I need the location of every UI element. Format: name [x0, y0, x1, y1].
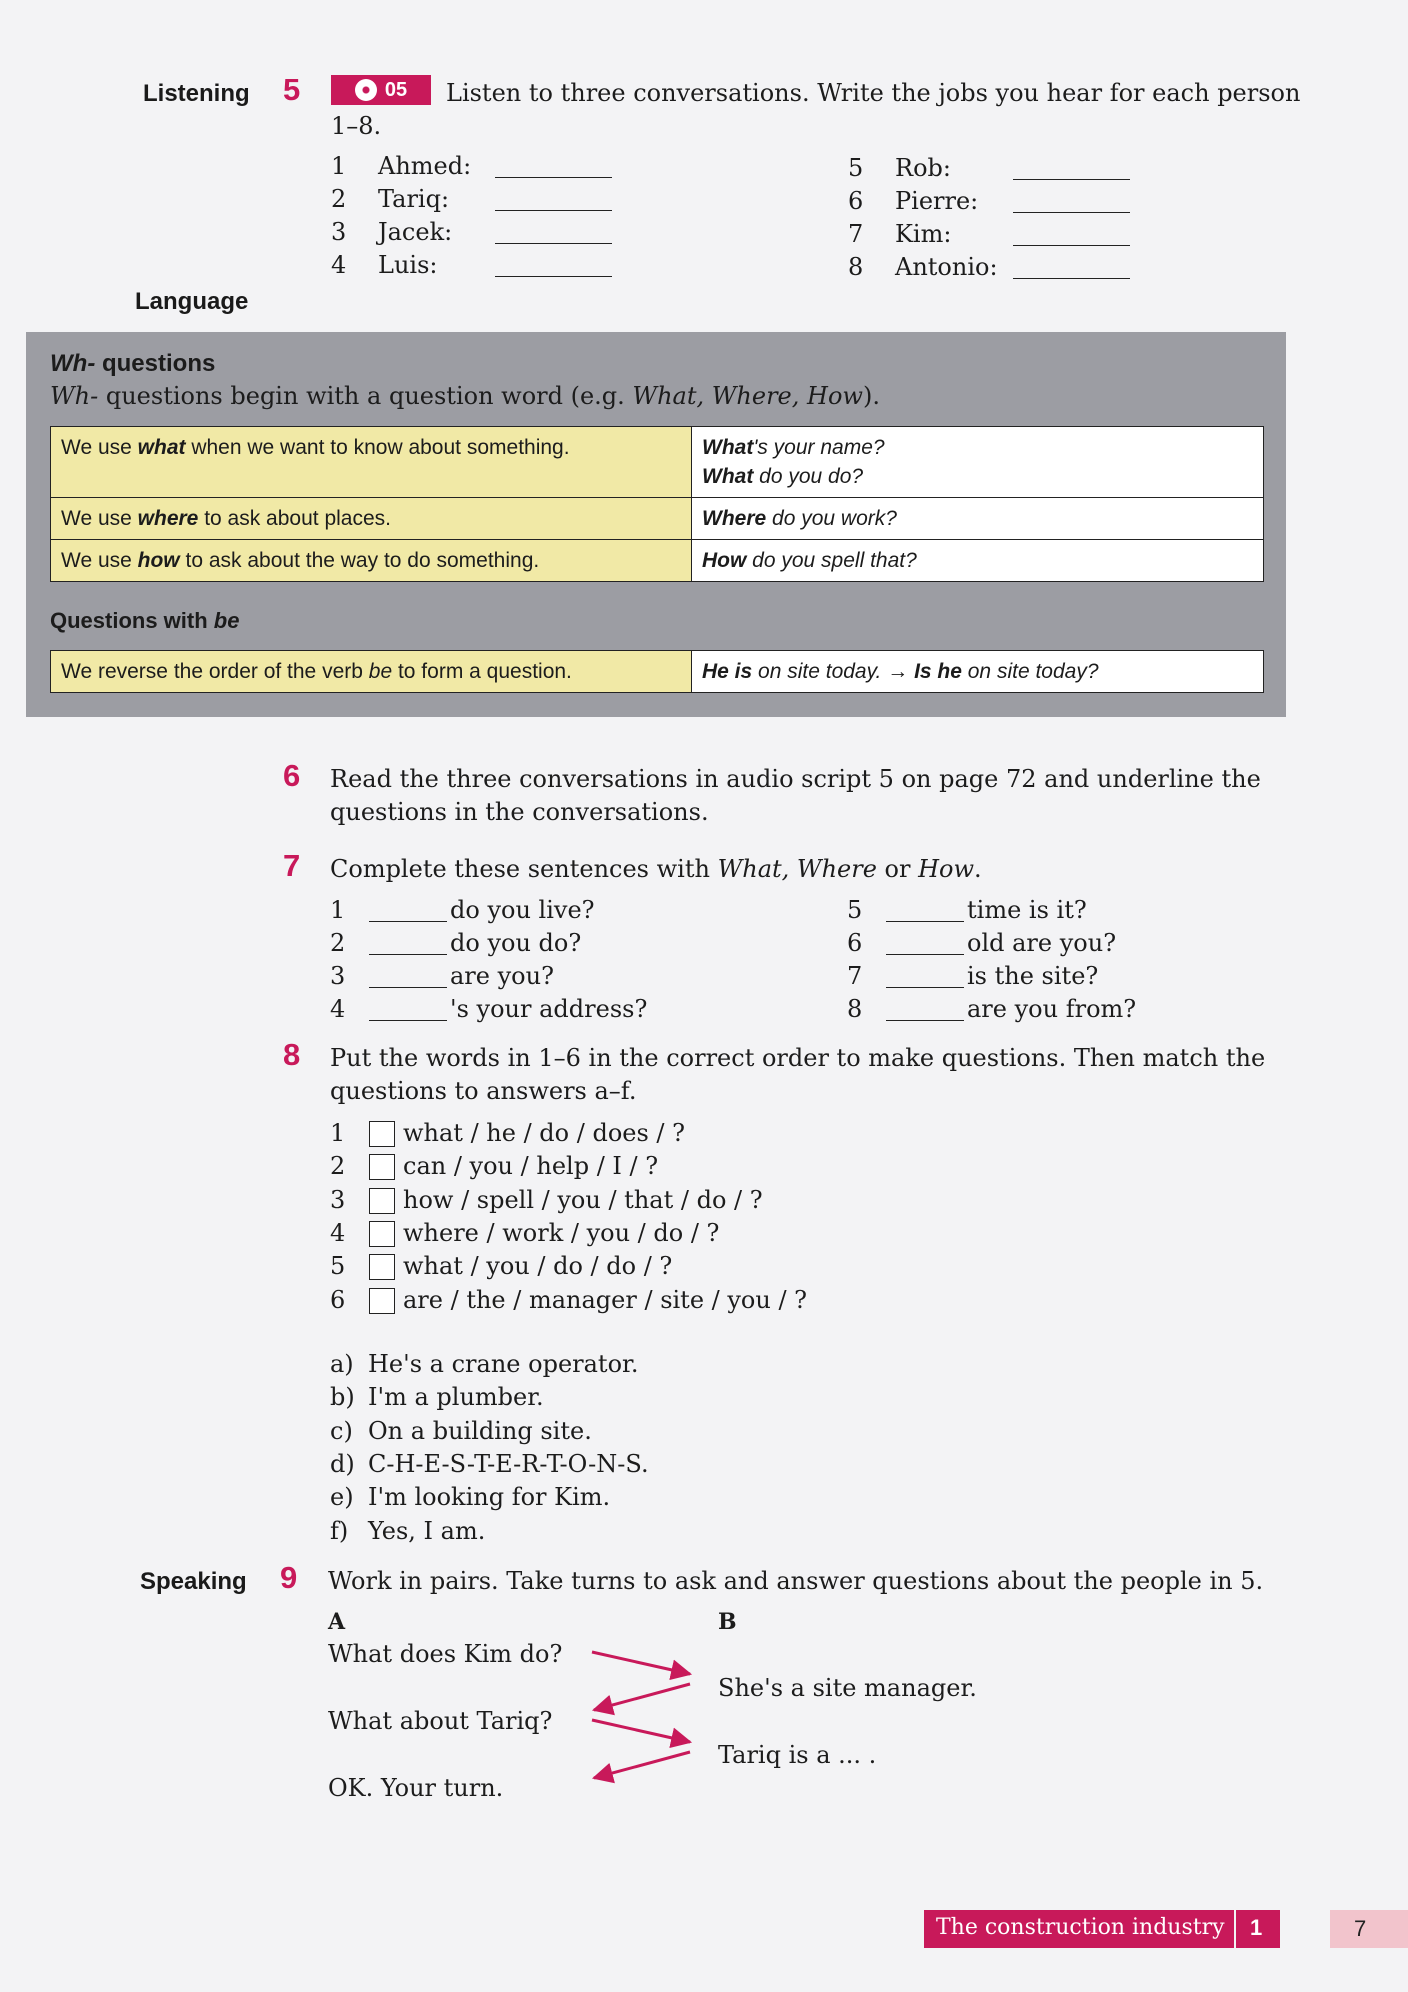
- word-blank[interactable]: [886, 965, 964, 988]
- be-questions-table: [50, 650, 1264, 693]
- exercise-instruction: Read the three conversations in audio script 5 on page 72 and underline the: [330, 765, 1261, 793]
- job-answer-blank[interactable]: [1013, 157, 1130, 180]
- exercise-instruction: Put the words in 1–6 in the correct order to make questions. Then match the: [330, 1044, 1266, 1072]
- dialogue-arrows: [580, 1640, 710, 1800]
- example-line: Where do you work?: [702, 507, 897, 530]
- item-number: 3: [330, 962, 346, 990]
- answer-text: I'm a plumber.: [368, 1383, 544, 1412]
- footer-unit-number: 1: [1250, 1915, 1263, 1940]
- arrow-a-to-b: [592, 1720, 690, 1742]
- word-blank[interactable]: [369, 932, 447, 955]
- job-answer-blank[interactable]: [1013, 223, 1130, 246]
- example-cell: He is on site today. → Is he on site today?: [692, 651, 1264, 693]
- exercise-number: 5: [283, 72, 301, 107]
- grammar-box: [26, 332, 1286, 717]
- item-number: 1: [330, 896, 346, 924]
- word-blank[interactable]: [369, 965, 447, 988]
- person-name: Tariq:: [378, 185, 450, 213]
- exercise-instruction-cont: questions to answers a–f.: [330, 1077, 637, 1105]
- scrambled-question: how / spell / you / that / do / ?: [403, 1185, 763, 1214]
- word-blank[interactable]: [886, 998, 964, 1021]
- audio-track-number: 05: [384, 78, 408, 101]
- item-number: 4: [330, 995, 346, 1023]
- answer-letter-box[interactable]: [369, 1221, 395, 1247]
- word-blank[interactable]: [369, 998, 447, 1021]
- item-number: 3: [330, 1185, 346, 1214]
- scrambled-question: can / you / help / I / ?: [403, 1152, 659, 1181]
- dialogue-a-line: What about Tariq?: [328, 1707, 553, 1735]
- section-label-language: Language: [135, 288, 249, 315]
- answer-text: I'm looking for Kim.: [368, 1483, 611, 1512]
- item-number: 7: [848, 220, 864, 248]
- answer-letter-box[interactable]: [369, 1154, 395, 1180]
- scrambled-question: what / he / do / does / ?: [403, 1119, 685, 1147]
- rule-cell: We reverse the order of the verb be to form a question.: [51, 651, 692, 693]
- wh-questions-table: [50, 426, 1264, 582]
- cd-icon: [355, 79, 377, 101]
- item-number: 7: [847, 962, 863, 990]
- item-number: 8: [847, 995, 863, 1023]
- grammar-intro: Wh- questions begin with a question word (e.g. What, Where, How).: [50, 382, 880, 410]
- job-answer-blank[interactable]: [495, 188, 612, 211]
- person-name: Luis:: [378, 251, 438, 279]
- sentence-text: 's your address?: [450, 995, 648, 1023]
- be-questions-heading: Questions with be: [50, 608, 240, 633]
- answer-letter-box[interactable]: [369, 1254, 395, 1280]
- item-number: 6: [330, 1285, 346, 1314]
- answer-letter: d): [330, 1449, 355, 1478]
- item-number: 6: [848, 187, 864, 215]
- example-cell: [692, 498, 1264, 540]
- answer-letter: e): [330, 1483, 354, 1512]
- example-line: How do you spell that?: [702, 549, 917, 572]
- footer-unit-bar: [924, 1910, 1280, 1948]
- rule-cell: We use how to ask about the way to do something.: [51, 540, 692, 582]
- sentence-text: do you do?: [450, 929, 582, 957]
- answer-text: C-H-E-S-T-E-R-T-O-N-S.: [368, 1449, 649, 1478]
- item-number: 1: [331, 152, 347, 180]
- item-number: 5: [847, 896, 863, 924]
- exercise-instruction: Complete these sentences with What, Where or How.: [330, 855, 982, 883]
- answer-letter: b): [330, 1383, 355, 1412]
- sentence-text: are you from?: [967, 995, 1137, 1023]
- table-row: [51, 540, 1264, 582]
- person-name: Rob:: [895, 154, 951, 182]
- item-number: 1: [330, 1119, 346, 1147]
- person-name: Jacek:: [378, 218, 453, 246]
- scrambled-question: are / the / manager / site / you / ?: [403, 1285, 808, 1314]
- job-answer-blank[interactable]: [495, 254, 612, 277]
- word-blank[interactable]: [886, 932, 964, 955]
- column-a-label: A: [328, 1609, 346, 1635]
- scrambled-question: what / you / do / do / ?: [403, 1252, 673, 1281]
- dialogue-a-line: OK. Your turn.: [328, 1774, 504, 1802]
- answer-letter: f): [330, 1516, 349, 1545]
- item-number: 4: [331, 251, 347, 279]
- person-name: Antonio:: [895, 253, 998, 281]
- exercise-instruction-cont: questions in the conversations.: [330, 798, 709, 826]
- example-cell: [692, 427, 1264, 498]
- column-b-label: B: [718, 1609, 737, 1635]
- word-blank[interactable]: [369, 899, 447, 922]
- rule-cell: We use what when we want to know about something.: [51, 427, 692, 498]
- answer-text: He's a crane operator.: [368, 1350, 639, 1378]
- item-number: 2: [331, 185, 347, 213]
- job-answer-blank[interactable]: [1013, 190, 1130, 213]
- rule-cell: We use where to ask about places.: [51, 498, 692, 540]
- exercise-number: 6: [283, 758, 301, 793]
- exercise-number: 9: [280, 1560, 298, 1595]
- section-label-speaking: Speaking: [140, 1568, 247, 1595]
- exercise-number: 7: [283, 848, 301, 883]
- sentence-text: is the site?: [967, 962, 1099, 990]
- sentence-text: old are you?: [967, 929, 1117, 957]
- answer-letter-box[interactable]: [369, 1121, 395, 1147]
- answer-text: On a building site.: [368, 1416, 592, 1445]
- arrow-b-to-a: [594, 1684, 690, 1710]
- exercise-instruction: Listen to three conversations. Write the jobs you hear for each person: [446, 79, 1301, 107]
- answer-letter-box[interactable]: [369, 1188, 395, 1214]
- table-row: [51, 427, 1264, 498]
- page-number-tab: [1330, 1910, 1408, 1948]
- answer-letter-box[interactable]: [369, 1288, 395, 1314]
- table-row: [51, 498, 1264, 540]
- sentence-text: time is it?: [967, 896, 1087, 924]
- item-number: 8: [848, 253, 864, 281]
- person-name: Ahmed:: [378, 152, 472, 180]
- item-number: 2: [330, 929, 346, 957]
- sentence-text: are you?: [450, 962, 554, 990]
- footer-unit-title: The construction industry: [936, 1915, 1225, 1940]
- example-line: What do you do?: [702, 465, 864, 488]
- item-number: 6: [847, 929, 863, 957]
- person-name: Pierre:: [895, 187, 979, 215]
- footer-divider: [1234, 1910, 1236, 1948]
- job-answer-blank[interactable]: [1013, 256, 1130, 279]
- exercise-number: 8: [283, 1037, 301, 1072]
- answer-text: Yes, I am.: [368, 1516, 486, 1545]
- job-answer-blank[interactable]: [495, 221, 612, 244]
- arrow-b-to-a: [594, 1752, 690, 1778]
- item-number: 3: [331, 218, 347, 246]
- person-name: Kim:: [895, 220, 952, 248]
- section-label-listening: Listening: [143, 80, 250, 107]
- item-number: 5: [848, 154, 864, 182]
- example-cell: [692, 540, 1264, 582]
- item-number: 4: [330, 1218, 346, 1247]
- table-row: [51, 651, 1264, 693]
- page-number: 7: [1354, 1916, 1367, 1941]
- dialogue-b-line: She's a site manager.: [718, 1674, 977, 1702]
- sentence-text: do you live?: [450, 896, 595, 924]
- word-blank[interactable]: [886, 899, 964, 922]
- exercise-instruction: Work in pairs. Take turns to ask and answer questions about the people in 5.: [328, 1567, 1264, 1595]
- dialogue-a-line: What does Kim do?: [328, 1640, 563, 1668]
- audio-track-button[interactable]: [331, 75, 431, 105]
- item-number: 5: [330, 1252, 346, 1281]
- scrambled-question: where / work / you / do / ?: [403, 1218, 720, 1247]
- job-answer-blank[interactable]: [495, 155, 612, 178]
- answer-letter: a): [330, 1350, 354, 1378]
- answer-letter: c): [330, 1416, 353, 1445]
- dialogue-b-line: Tariq is a ... .: [718, 1741, 877, 1769]
- item-number: 2: [330, 1152, 346, 1181]
- exercise-instruction-cont: 1–8.: [331, 112, 382, 140]
- grammar-heading: Wh- questions: [50, 350, 216, 377]
- example-line: What's your name?: [702, 436, 885, 459]
- arrow-a-to-b: [592, 1652, 690, 1674]
